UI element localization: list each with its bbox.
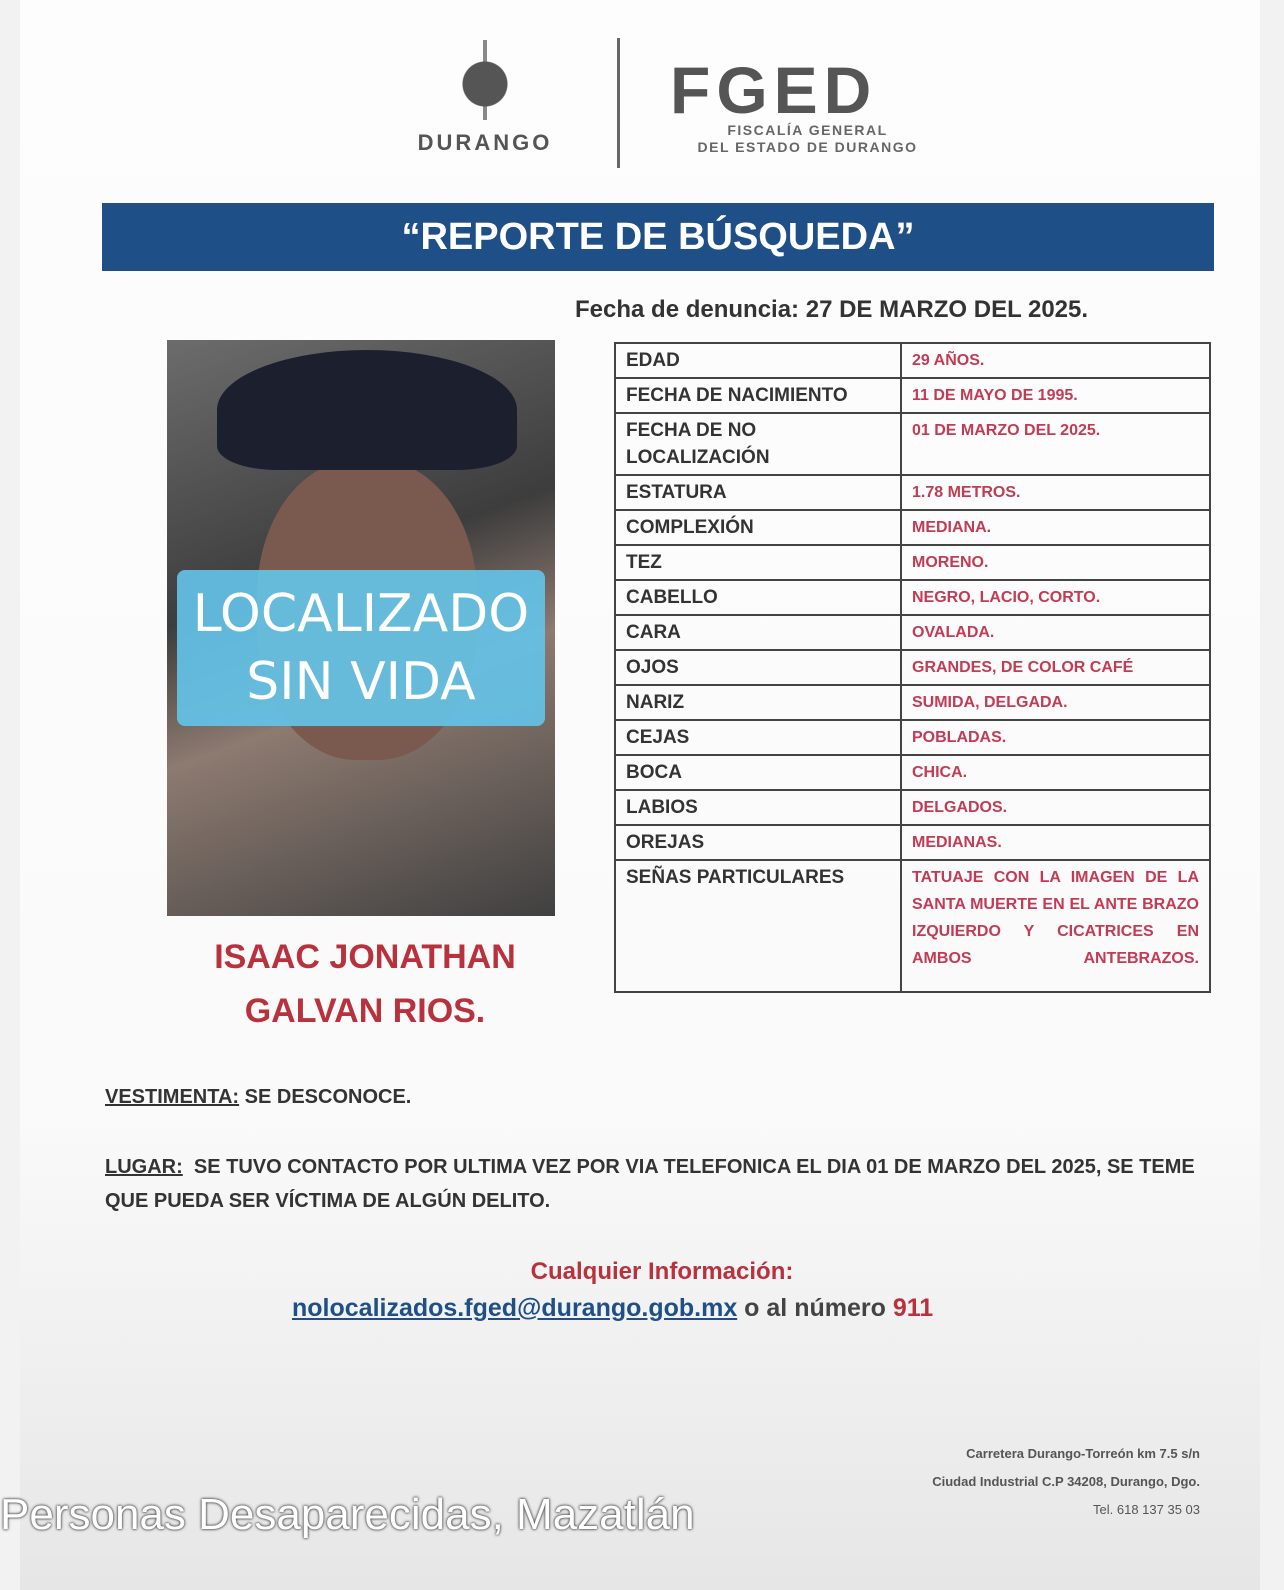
name-line: ISAAC JONATHAN xyxy=(214,938,516,976)
person-name xyxy=(160,930,570,1038)
durango-logo xyxy=(375,40,595,170)
detail-label: ESTATURA xyxy=(615,475,901,510)
detail-label: LABIOS xyxy=(615,790,901,825)
detail-value: CHICA. xyxy=(901,755,1210,790)
detail-label: FECHA DE NO LOCALIZACIÓN xyxy=(615,413,901,475)
lugar-label: LUGAR: xyxy=(105,1156,183,1178)
phone-number: 911 xyxy=(892,1294,934,1322)
watermark-caption: Personas Desaparecidas, Mazatlán xyxy=(0,1490,695,1539)
address-line: Carretera Durango-Torreón km 7.5 s/n xyxy=(966,1446,1200,1461)
table-row xyxy=(615,790,1210,825)
table-row xyxy=(615,860,1210,992)
detail-label: NARIZ xyxy=(615,685,901,720)
detail-label: FECHA DE NACIMIENTO xyxy=(615,378,901,413)
detail-label: TEZ xyxy=(615,545,901,580)
table-row xyxy=(615,475,1210,510)
durango-logo-text: DURANGO xyxy=(417,130,553,155)
contact-connector: o al número xyxy=(737,1294,893,1322)
detail-value: NEGRO, LACIO, CORTO. xyxy=(901,580,1210,615)
address-phone: Tel. 618 137 35 03 xyxy=(1093,1502,1200,1517)
divider xyxy=(617,38,620,168)
table-row xyxy=(615,825,1210,860)
search-report-poster xyxy=(20,0,1260,1590)
detail-label: EDAD xyxy=(615,343,901,378)
vestimenta xyxy=(105,1080,1215,1114)
vestimenta-label: VESTIMENTA: xyxy=(105,1086,240,1108)
detail-label: CARA xyxy=(615,615,901,650)
address-line: Ciudad Industrial C.P 34208, Durango, Dgo. xyxy=(932,1474,1200,1489)
name-line: GALVAN RIOS. xyxy=(244,992,486,1030)
crest-icon xyxy=(450,40,520,120)
table-row xyxy=(615,650,1210,685)
detail-value: SUMIDA, DELGADA. xyxy=(901,685,1210,720)
table-row xyxy=(615,755,1210,790)
table-row xyxy=(615,720,1210,755)
table-row xyxy=(615,685,1210,720)
detail-value: OVALADA. xyxy=(901,615,1210,650)
detail-label: SEÑAS PARTICULARES xyxy=(615,860,901,992)
fged-logo: FGED xyxy=(670,53,878,127)
lugar xyxy=(105,1150,1215,1218)
details-table xyxy=(614,342,1211,993)
agency-name xyxy=(670,122,945,156)
agency-name-line: DEL ESTADO DE DURANGO xyxy=(697,139,918,155)
detail-label: CEJAS xyxy=(615,720,901,755)
table-row xyxy=(615,615,1210,650)
detail-value: MEDIANA. xyxy=(901,510,1210,545)
report-date: Fecha de denuncia: 27 DE MARZO DEL 2025. xyxy=(575,296,1089,323)
detail-value: 11 DE MAYO DE 1995. xyxy=(901,378,1210,413)
detail-value: 29 AÑOS. xyxy=(901,343,1210,378)
address xyxy=(932,1440,1200,1524)
table-row xyxy=(615,580,1210,615)
contact-line xyxy=(292,1294,933,1323)
vestimenta-text: SE DESCONOCE. xyxy=(239,1086,412,1108)
lugar-text: SE TUVO CONTACTO POR ULTIMA VEZ POR VIA TELEFONICA EL DIA 01 DE MARZO DEL 2025, SE TEME QUE PUEDA SER VÍCTIMA DE ALGÚN DELITO. xyxy=(105,1156,1201,1212)
detail-label: OREJAS xyxy=(615,825,901,860)
report-title: “REPORTE DE BÚSQUEDA” xyxy=(102,203,1214,271)
detail-value: MORENO. xyxy=(901,545,1210,580)
email-link[interactable]: nolocalizados.fged@durango.gob.mx xyxy=(292,1294,738,1322)
table-row xyxy=(615,343,1210,378)
detail-label: COMPLEXIÓN xyxy=(615,510,901,545)
detail-label: OJOS xyxy=(615,650,901,685)
detail-value: POBLADAS. xyxy=(901,720,1210,755)
status-overlay: LOCALIZADO SIN VIDA xyxy=(177,570,545,726)
detail-value: GRANDES, DE COLOR CAFÉ xyxy=(901,650,1210,685)
agency-name-line: FISCALÍA GENERAL xyxy=(727,122,888,138)
contact-heading: Cualquier Información: xyxy=(530,1258,794,1285)
detail-value: TATUAJE CON LA IMAGEN DE LA SANTA MUERTE EN EL ANTE BRAZO IZQUIERDO Y CICATRICES EN AMBOS ANTEBRAZOS. xyxy=(901,860,1210,992)
detail-label: CABELLO xyxy=(615,580,901,615)
table-row xyxy=(615,510,1210,545)
detail-value: 1.78 METROS. xyxy=(901,475,1210,510)
table-row xyxy=(615,545,1210,580)
table-row xyxy=(615,413,1210,475)
detail-value: 01 DE MARZO DEL 2025. xyxy=(901,413,1210,475)
detail-value: MEDIANAS. xyxy=(901,825,1210,860)
detail-label: BOCA xyxy=(615,755,901,790)
detail-value: DELGADOS. xyxy=(901,790,1210,825)
table-row xyxy=(615,378,1210,413)
